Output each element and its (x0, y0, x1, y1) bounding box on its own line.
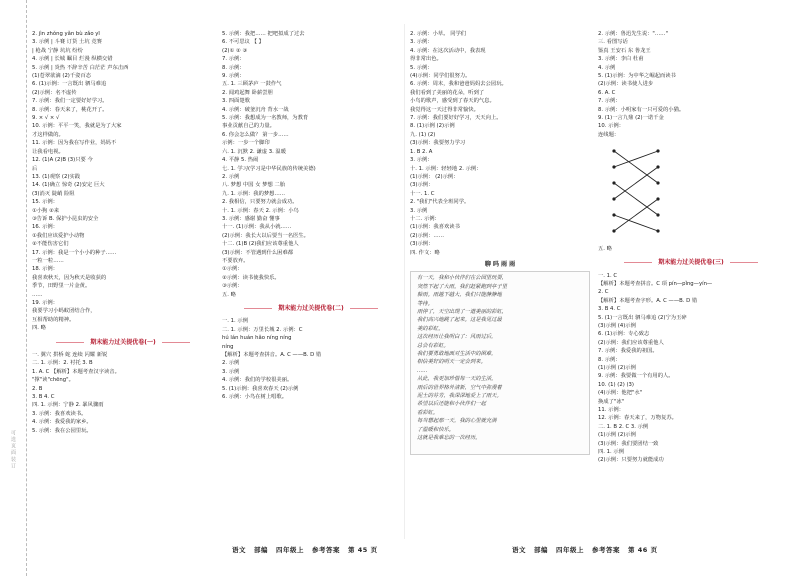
answer-line: 5. (1)示例：我喜欢春天 (2)示例 (222, 385, 299, 392)
answer-line: 4. 示例：破釜沉舟 背水一战 (222, 106, 289, 113)
answer-line: 14. (1)确立 惊奇 (2)安定 巨大 (32, 182, 105, 189)
answer-line: 这次经历让我明白了：风雨过后， (417, 334, 497, 341)
answer-line: 4. 示例：我们的学校很美丽。 (222, 377, 293, 384)
answer-line: (2)示例：只要努力就能成功 (598, 457, 664, 464)
answer-line: 希望以后还能和小伙伴们一起 (417, 401, 486, 408)
answer-line: 十. 1. 示例：春天 2. 示例：小鸟 (222, 207, 299, 214)
answer-line: ③告诉 B. 保护小昆虫的安全 (32, 215, 99, 222)
answer-line: 我们看到了美丽的花朵，听到了 (410, 89, 485, 96)
answer-line: 12. 示例：春天来了，万物复苏。 (598, 415, 677, 422)
answer-line: 6. 示例：小鸟在树上唱歌。 (222, 394, 288, 401)
match-line (614, 151, 658, 183)
answer-line: 六. 1. 沉默 2. 谦虚 3. 温暖 (222, 148, 287, 155)
column-4-after-lines (598, 272, 784, 465)
answer-line: 4. 示例 (598, 64, 616, 71)
answer-line: 五. 略 (598, 245, 612, 252)
column-2-after-lines (222, 317, 400, 401)
answer-line: 8. 示例： (222, 64, 245, 71)
answer-line: (2)示例：我们应该尊重他人 (598, 339, 664, 346)
answer-line: (2)示例：名不虚传 (32, 89, 77, 96)
answer-line: 八. 梦想 中国 女 梦想 二胎 (222, 182, 286, 189)
answer-line: 3. 四面楚歌 (222, 98, 250, 105)
answer-line: (3)示例：我要努力学习 (410, 140, 466, 147)
answer-line: 2. C (598, 289, 609, 296)
answer-line: 3. 示例 (410, 207, 428, 214)
answer-line: 4. 示例：在这次活动中，我表现 (410, 47, 486, 54)
answer-line: 四. 1. 示例：宁静 2. 暴风骤雨 (32, 402, 104, 409)
footer-item: 四年级上 (276, 546, 304, 554)
column-2-lines (222, 30, 400, 299)
footer-right (512, 545, 666, 554)
matching-lines-diagram (606, 143, 666, 239)
answer-line: 8. 示例：小明家有一只可爱的小猫。 (598, 106, 685, 113)
answer-line: 我们高兴地跳了起来。这是我见过最 (417, 317, 502, 324)
answer-line: 3. B 4. C (32, 394, 55, 401)
answer-line: (1)苍翠欲滴 (2)千姿百态 (32, 73, 92, 80)
answer-line: 九. 1. 示例：我的梦想…… (222, 190, 286, 197)
answer-line: 【解析】本题考查字形。A. C ——B. D 错 (598, 297, 698, 304)
answer-line: 10. 示例： (598, 123, 624, 130)
answer-line: 3. B 4. C (598, 306, 621, 313)
footer-item: 语文 (232, 546, 246, 554)
answer-line: 2. 闻鸡起舞 卧薪尝胆 (222, 89, 273, 96)
answer-line: 2. 示例：鲁迅先生说："……" (598, 31, 668, 37)
answer-line: 四. 略 (32, 325, 46, 332)
answer-line: 9. 示例：我要做一个有用的人。 (598, 373, 674, 380)
answer-line: 【解析】本题考查拼音。C 项 pín—pǐng—yín— (598, 280, 713, 287)
answer-line: 9. × √ × √ (32, 115, 60, 122)
binding-margin (0, 0, 27, 576)
answer-line: (3)示例：不管遇到什么困难都 (222, 249, 294, 256)
binding-note: 可 选 页 面 装 订 (10, 430, 16, 468)
answer-line: 5. (1)示例：为中华之崛起而读书 (598, 73, 676, 80)
answer-line: 总会有彩虹。 (417, 342, 449, 349)
answer-line: 看彩虹。 (417, 409, 439, 416)
answer-line: 16. 示例： (32, 224, 58, 231)
match-line (614, 167, 658, 199)
answer-line: ①示例： (222, 266, 243, 273)
answer-line: 2. 示例：小草。 同学们 (410, 31, 467, 37)
section-banner-exam-2: 期末能力过关提优卷(二) (222, 305, 400, 313)
answer-line: 事业贡献自己的力量。 (222, 123, 275, 130)
answer-line: 5. 示例：我把…… 把吧拟成了过去 (222, 31, 305, 37)
answer-line: 相信美好的明天一定会到来。 (417, 359, 486, 366)
answer-line: …… (32, 291, 43, 298)
column-4-lines (598, 30, 784, 139)
answer-line: ②示例：读书使我快乐。 (222, 274, 280, 281)
answer-line: 1. A. C 【解析】本题考查汉字读音。 (32, 368, 120, 375)
column-4-after-match (598, 245, 784, 253)
footer-item: 部编 (254, 546, 268, 554)
answer-line: (3)消灭 陡峭 险阻 (32, 190, 75, 197)
answer-line: 鉴真 王安石 东 鲁龙王 (598, 47, 651, 54)
answer-line: 五. 略 (222, 291, 236, 298)
answer-line: (3)示例 (4)示例 (598, 322, 636, 329)
answer-line: 15. 示例： (32, 199, 58, 206)
answer-line: 二. 1. 示例：万里长城 2. 示例：C (222, 326, 303, 333)
answer-line: (4)示例：同学们很努力。 (410, 73, 471, 80)
footer-item: 部编 (534, 546, 548, 554)
answer-line: "撑"读"chēng"。 (32, 377, 74, 384)
answer-line: (3)示例：我们要团结一致 (598, 440, 659, 447)
answer-line: 十. 1. 示例：轻轻地 2. 示例： (410, 165, 482, 172)
answer-line: | 枪战 宁静 坑坑 纷纷 (32, 47, 83, 54)
answer-line: 5. 示例：我在公园里玩。 (32, 427, 92, 434)
answer-line: 12. (1)A (2)B (3)只要 今 (32, 157, 93, 164)
answer-line: 等待。 (417, 300, 433, 307)
answer-line: 9. (1)一言九鼎 (2)一诺千金 (598, 115, 664, 122)
answer-line: 有一天，我和小伙伴们在公园里玩耍， (417, 275, 508, 282)
answer-line: 7. 示例：我们一定要好好学习。 (32, 98, 108, 105)
answer-line: 5. 示例： (410, 64, 433, 71)
answer-line: 10. 示例：平平一笑，我就是为了大家 (32, 123, 122, 130)
answer-line: 让我看电视。 (32, 148, 64, 155)
answer-line: 我喜欢秋天，因为秋天是收获的 (32, 274, 107, 281)
answer-line: 【解析】本题考查拼音。A. C ——B. D 错 (222, 352, 322, 359)
answer-line: 5. 示例：我想成为一名教师，为教育 (222, 115, 309, 122)
answer-line: 泥土的芬芳，我深深地爱上了雨天。 (417, 393, 502, 400)
answer-line: 11. 示例：因为我在写作业，妈妈不 (32, 140, 117, 147)
answer-line: 3. 示例：李白 杜甫 (598, 56, 644, 63)
answer-line: 躲雨。雨越下越大，我们只能静静地 (417, 292, 502, 299)
answer-line: 我要学习小蚂蚁团结合作， (32, 308, 96, 315)
answer-line: 13. (1)观察 (2)实践 (32, 173, 80, 180)
answer-line: 6. A. C (598, 89, 616, 96)
answer-column-3 (410, 30, 590, 550)
answer-line: 一粒一粒…… (32, 257, 64, 264)
match-line (614, 183, 658, 215)
answer-line: 2. 我相信，只要努力就会成功。 (222, 199, 298, 206)
answer-line: 从此，我更加珍惜每一天的生活。 (417, 376, 497, 383)
answer-line: 一. 翼穴 拱桥 蛇 连续 闪耀 新锐 (32, 352, 108, 359)
answer-line: 十一. (1)示例：我从小就…… (222, 224, 292, 231)
answer-line: 雨停了，天空出现了一道美丽的彩虹， (417, 309, 508, 315)
answer-line: 十一. 1. C (410, 190, 435, 197)
answer-line: 3. 示例：感谢 勤奋 懂事 (222, 215, 280, 222)
answer-line: 1. B 2. A (410, 148, 433, 155)
answer-line: 6. 示例：周末，我和爸爸妈妈去公园玩。 (410, 81, 507, 88)
footer-item: 第 45 页 (348, 546, 378, 554)
answer-column-1 (32, 30, 214, 550)
answer-line: 得非常出色。 (410, 56, 442, 63)
answer-line: hú lán huán hǎo níng níng (222, 335, 292, 342)
answer-line: 这就是我难忘的一次经历。 (417, 435, 481, 442)
answer-line: 4. 示例：我爱我的家乡。 (32, 419, 92, 426)
answer-line: 3. 示例：我喜欢读书。 (32, 410, 87, 417)
answer-line: (2)示例：…… (410, 232, 444, 239)
answer-line: níng (222, 343, 234, 350)
answer-line: 3. 示例 | 斗賽 订货 土坑 竞赛 (32, 39, 102, 46)
essay-lines (417, 274, 583, 442)
answer-line: 每当想起那一天，我的心里就充满 (417, 418, 497, 425)
answer-line: 了温暖和快乐。 (417, 426, 455, 433)
footer-item: 参考答案 (592, 546, 620, 554)
match-line (614, 151, 658, 167)
answer-line: 7. 示例： (222, 56, 245, 63)
answer-line: 5. (1)一言既出 驷马难追 (2)宁为玉碎 (598, 314, 687, 321)
answer-line: 3. 示例 (222, 368, 240, 375)
answer-line: ③示例： (222, 283, 243, 290)
answer-line: 8. 示例： (598, 356, 621, 363)
answer-line: 10. (1) (2) (3) (598, 381, 634, 388)
answer-line: 7. 示例：我们要好好学习，天天向上。 (410, 115, 502, 122)
answer-line: 7. 示例：我爱我的祖国。 (598, 348, 658, 355)
answer-line: 一. 1. 示例 (222, 318, 248, 325)
answer-line: 二. 1. B 2. C 3. 示例 (598, 423, 649, 430)
answer-line: 5. 示例 | 炎热 不辞辛苦 白茫茫 声东击西 (32, 64, 129, 71)
answer-line: 2. 示例 (222, 173, 240, 180)
answer-line: 十二. 示例： (410, 215, 440, 222)
answer-line: 四. 1. 示例 (598, 449, 624, 456)
answer-line: 才这样做的。 (32, 131, 64, 138)
footer-item: 参考答案 (312, 546, 340, 554)
footer-left (232, 545, 386, 554)
essay-box (410, 271, 590, 455)
answer-line: ①小狗 ②来 (32, 207, 60, 214)
answer-line: 示例：一步一个脚印 (222, 140, 270, 147)
answer-line: 二. 1. 示例：2. 衬托 3. B (32, 360, 93, 367)
answer-line: 4. 平静 5. 热闹 (222, 157, 259, 164)
answer-line: 6. 你会怎么做？ 第一步…… (222, 131, 289, 138)
answer-line: (2)示例：我长大以后要当一名医生。 (222, 232, 309, 239)
answer-line: (1)示例： (2)示例： (410, 173, 459, 180)
answer-line: 九. (1) (2) (410, 131, 436, 138)
column-3-lines (410, 30, 590, 257)
answer-line: (2)示例：读书使人进步 (598, 81, 654, 88)
answer-line: 不要放弃。 (222, 257, 249, 264)
answer-line: (1)示例 (2)示例 (598, 432, 636, 439)
answer-line: …… (417, 367, 428, 374)
answer-line: 一. 1. C (598, 272, 618, 279)
footer-item: 第 46 页 (628, 546, 658, 554)
essay-title: 聊 吗 雨 雨 (484, 260, 516, 268)
answer-line: 雨后的世界格外清新，空气中弥漫着 (417, 384, 502, 391)
answer-line: (1)示例 (2)示例 (598, 364, 636, 371)
section-banner-exam-3: 期末能力过关提优卷(三) (598, 259, 784, 267)
answer-line: 8. 示例：春天来了，桃花开了。 (32, 106, 108, 113)
answer-line: 19. 示例： (32, 300, 58, 306)
answer-line: 突然下起了大雨。我们赶紧跑到亭子里 (417, 283, 508, 290)
answer-line: 七. 1. 学习(学习是中华民族的传统美德) (222, 165, 316, 172)
answer-line: (3)示例： (410, 182, 434, 189)
answer-line: 6. (1)示例：专心致志 (598, 331, 650, 338)
answer-line: (2)① ② ③ (222, 47, 248, 54)
answer-line: 2. jìn zhǒng yǎn bù zǎo yī (32, 31, 100, 37)
answer-line: 三. 看图写话 (598, 39, 628, 46)
answer-line: 8. (1)示例 (2)示例 (410, 123, 455, 130)
answer-line: (3)示例： (410, 241, 434, 248)
answer-line: 3. 示例： (410, 157, 433, 164)
answer-line: 2. "我们"代表全班同学。 (410, 199, 470, 206)
footer-item: 四年级上 (556, 546, 584, 554)
answer-column-2 (222, 30, 400, 550)
answer-line: 17. 示例：我是一个小小的种子…… (32, 249, 117, 256)
match-line (614, 199, 658, 231)
answer-line: 我们要勇敢地面对生活中的困难， (417, 351, 497, 358)
answer-line: 11. 示例： (598, 407, 624, 413)
answer-line: 2. B (32, 385, 43, 392)
answer-line: 6. 不可思议 【 】 (222, 39, 264, 46)
answer-line: 美的彩虹。 (417, 325, 444, 332)
answer-line: (1)示例：我喜欢读书 (410, 224, 460, 231)
answer-line: 9. 示例： (222, 73, 245, 80)
answer-line: 7. 示例： (598, 98, 621, 105)
answer-line: ②不能伤害它们 (32, 241, 69, 248)
answer-line: 互相帮助的精神。 (32, 316, 75, 323)
answer-line: 我觉得这一天过得非常愉快。 (410, 106, 479, 113)
answer-column-4 (598, 30, 784, 550)
answer-line: 后 (32, 165, 38, 172)
answer-line: 季节，田野里一片金黄。 (32, 283, 91, 290)
answer-line: 18. 示例： (32, 266, 58, 273)
answer-line: 换成了"冰" (598, 398, 625, 405)
answer-line: 四. 作文：略 (410, 249, 440, 256)
section-banner-exam-1: 期末能力过关提优卷(一) (32, 339, 214, 347)
answer-line: 6. (1)示例：一言既出 驷马难追 (32, 81, 107, 88)
column-1-after-lines (32, 351, 214, 435)
answer-line: (4)示例：他把"水" (598, 390, 643, 397)
answer-line: 五. 1. 三顾茅庐 一鼓作气 (222, 81, 282, 88)
answer-line: 小鸟的歌声，感受到了春天的气息。 (410, 98, 495, 105)
answer-line: ①我们应该爱护小动物 (32, 232, 85, 239)
footer-item: 语文 (512, 546, 526, 554)
column-1-lines (32, 30, 214, 333)
answer-line: 3. 示例： (410, 39, 433, 46)
answer-line: 2. 示例 (222, 360, 240, 367)
page-divider (404, 24, 405, 539)
answer-line: 连线题： (598, 131, 620, 138)
answer-line: 4. 示例 | 长城 瞩目 烂漫 纵横交错 (32, 56, 113, 63)
answer-line: 十二. (1)B (2)我们应该尊重他人 (222, 241, 299, 248)
match-line (614, 215, 658, 231)
